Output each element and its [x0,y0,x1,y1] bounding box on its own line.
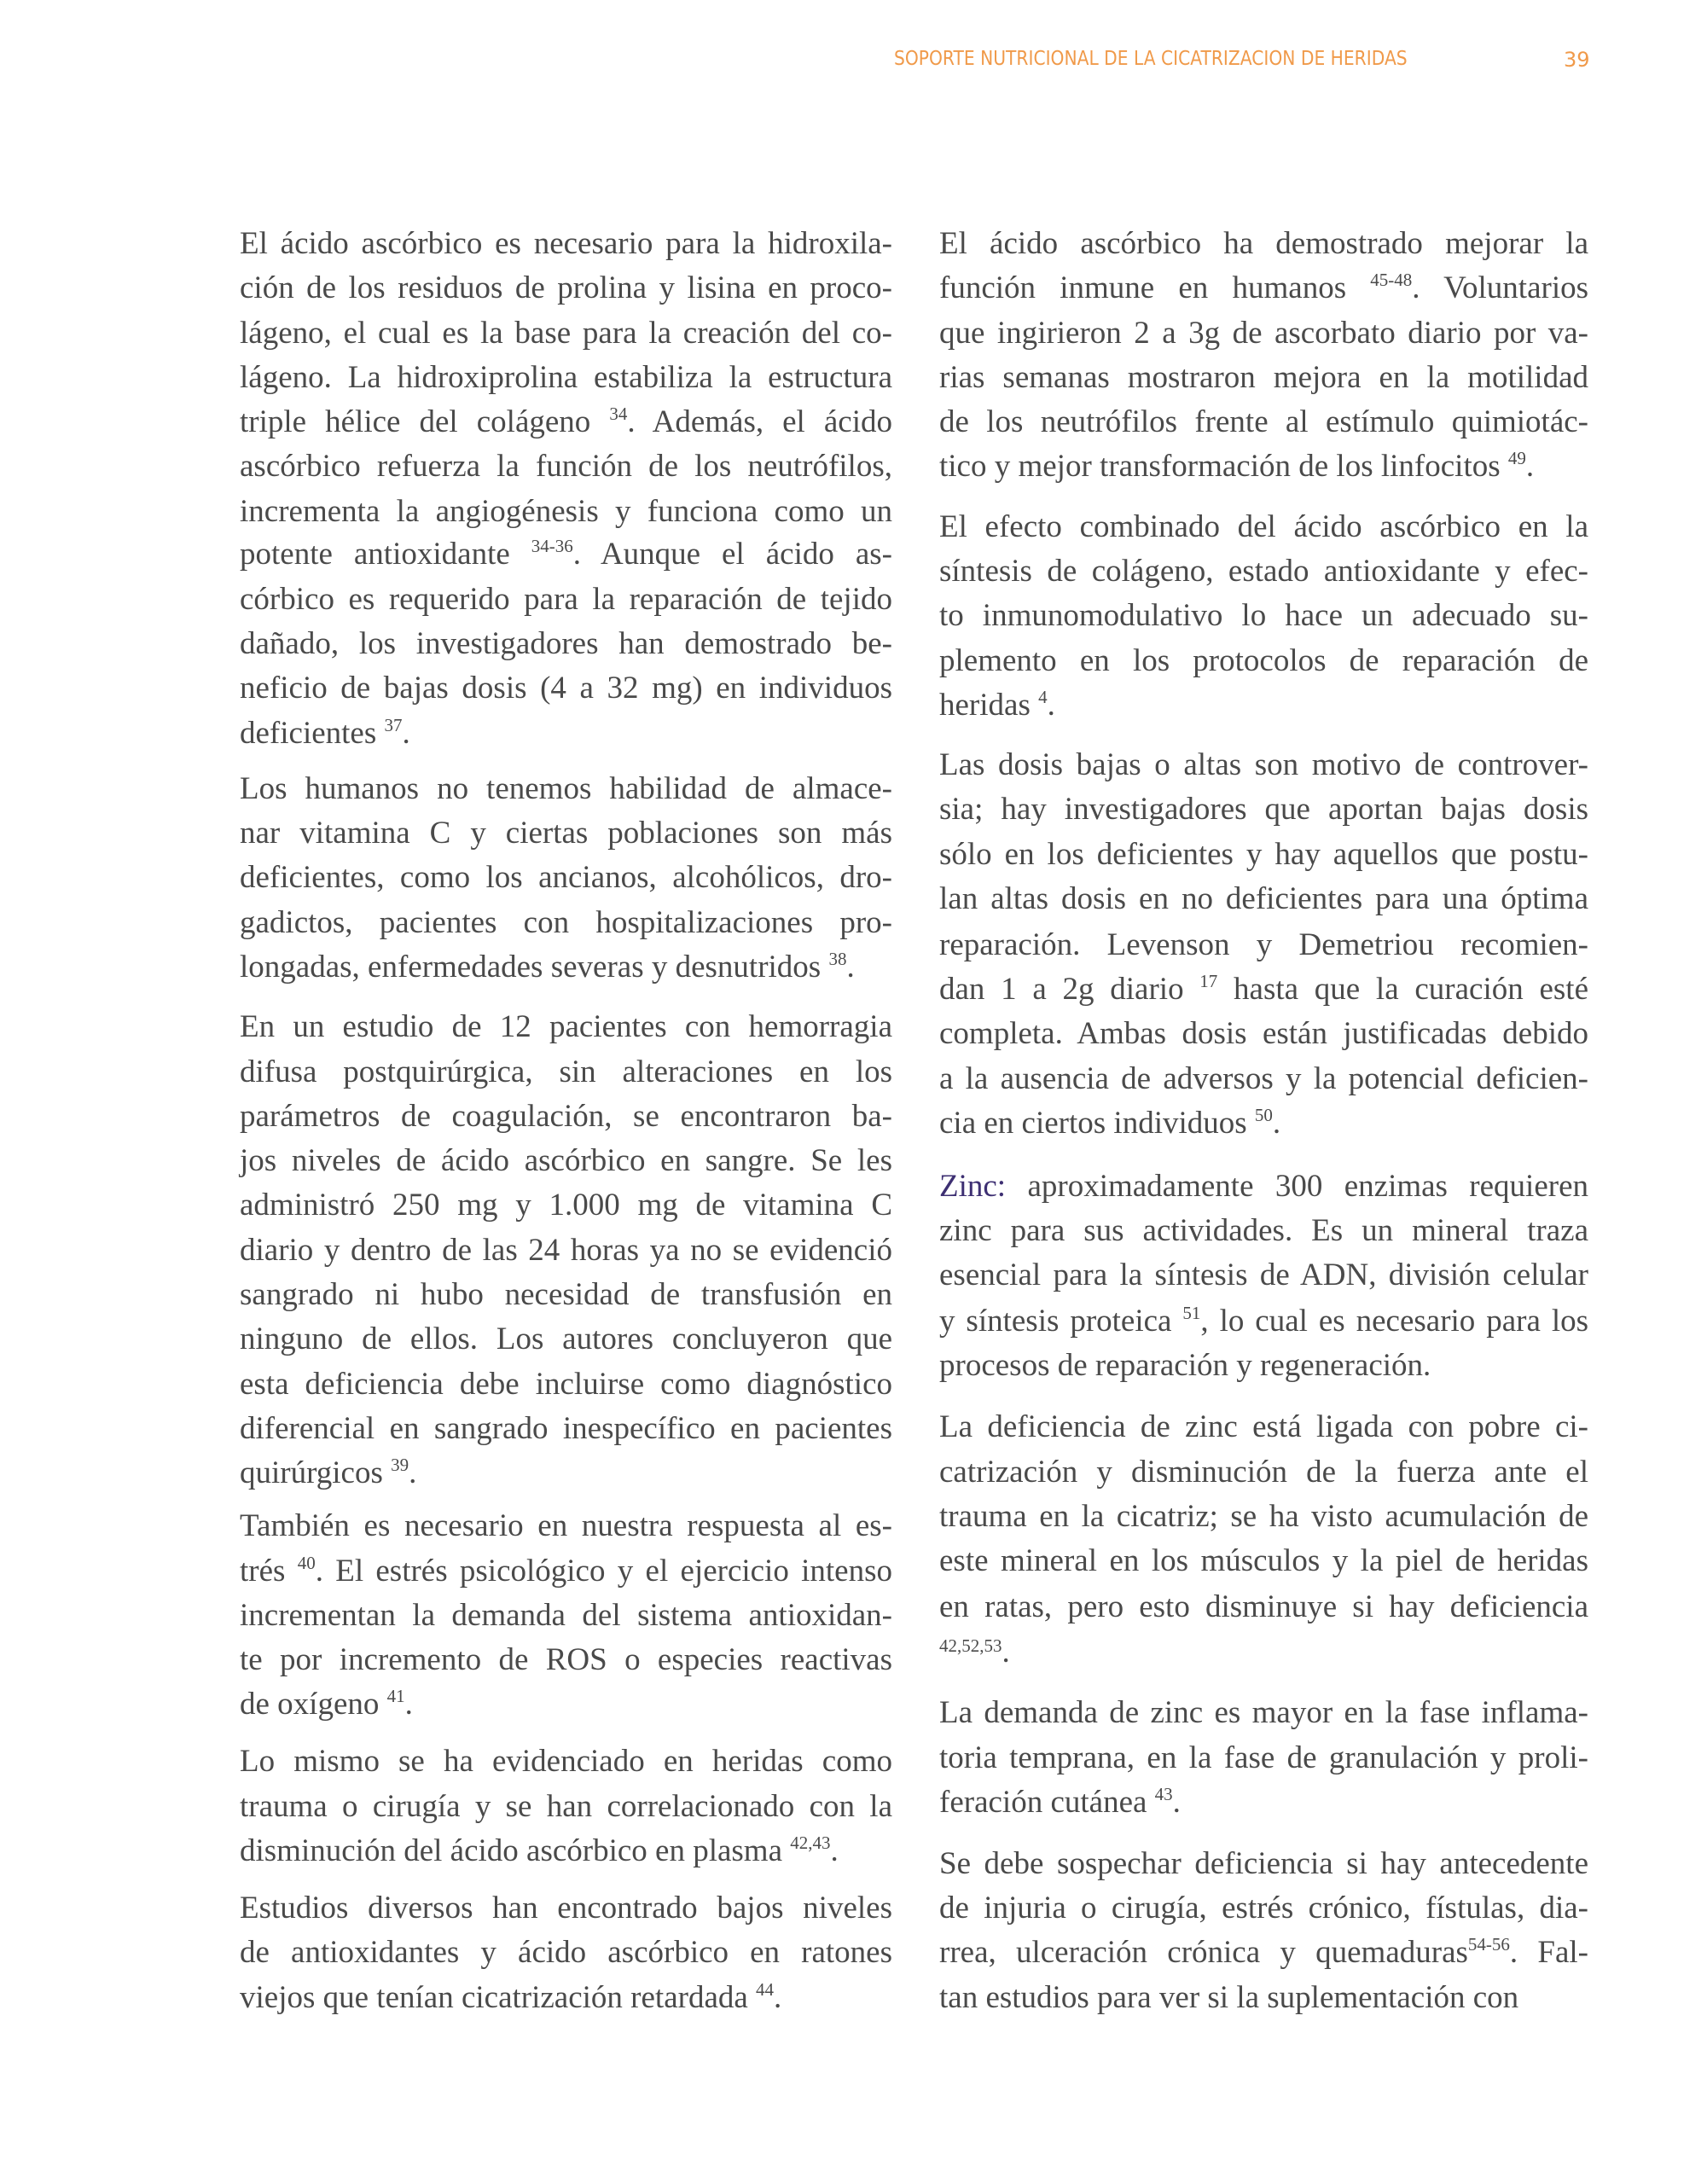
line-text: trés [240,1553,298,1589]
text-line [939,506,1588,549]
line-text: El efecto combinado del ácido ascórbico en la [939,508,1588,544]
text-line [240,667,892,710]
text-line [240,902,892,944]
text-line [939,1254,1588,1297]
text-line [939,1496,1588,1538]
citation-superscript: 4 [1038,686,1048,707]
line-text-after: . [1525,449,1535,485]
text-line [240,1931,892,1974]
line-text-after: . [846,950,855,985]
text-line [939,968,1588,1011]
text-line [240,946,892,989]
line-text-after: . El estrés psicológico y el ejercicio intenso [315,1553,892,1589]
text-line [939,1931,1588,1974]
text-line [240,1408,892,1450]
line-text: lan altas dosis en no deficientes para una óptima [939,880,1588,916]
citation-superscript: 41 [386,1686,405,1707]
text-line [939,267,1588,310]
line-text: de los neutrófilos frente al estímulo quimiotác- [939,404,1588,440]
line-text: de oxígeno [240,1687,387,1722]
text-line [939,1540,1588,1583]
citation-superscript: 42,52,53 [939,1635,1002,1657]
text-line [939,1300,1588,1343]
line-text: reparación. Levenson y Demetriou recomien- [939,926,1588,962]
text-line [939,1013,1588,1055]
text-line [240,491,892,533]
citation-superscript: 51 [1182,1303,1201,1324]
line-text-after: . [409,1455,417,1491]
line-text: sia; hay investigadores que aportan bajas dosis [939,792,1588,828]
line-text-after: . Además, el ácido [627,404,892,440]
line-text-after: . Fal- [1509,1935,1588,1971]
line-text-after: . [1002,1635,1010,1670]
line-text: esencial para la síntesis de ADN, división celular [939,1258,1588,1293]
line-text: jos niveles de ácido ascórbico en sangre. Se les [240,1143,892,1179]
text-line [939,640,1588,682]
text-line [240,445,892,488]
text-line [240,1051,892,1094]
line-text: catrización y disminución de la fuerza ante el [939,1454,1588,1490]
line-text-after: . [1272,1106,1281,1141]
text-line [939,357,1588,399]
line-text: lágeno. La hidroxiprolina estabiliza la estructura [240,359,892,395]
text-line [240,1318,892,1361]
line-text: quirúrgicos [240,1455,392,1491]
line-text: toria temprana, en la fase de granulación y proli- [939,1740,1588,1775]
text-line [240,223,892,265]
line-text: gadictos, pacientes con hospitalizaciones pro- [240,904,892,940]
text-line [240,1550,892,1593]
line-text: diferencial en sangrado inespecífico en pacientes [240,1410,892,1446]
text-line [240,401,892,444]
text-line [939,788,1588,831]
line-text: ascórbico refuerza la función de los neutrófilos, [240,449,892,485]
line-text: dañado, los investigadores han demostrado be- [240,625,892,661]
citation-superscript: 50 [1254,1105,1273,1126]
text-line [240,1786,892,1828]
text-line [939,924,1588,967]
line-text: heridas [939,687,1039,723]
text-line [939,1058,1588,1101]
line-text-after: . [1047,687,1055,723]
text-line [939,1692,1588,1734]
text-line [240,1639,892,1682]
line-text: El ácido ascórbico ha demostrado mejorar la [939,226,1588,262]
line-text: to inmunomodulativo lo hace un adecuado su- [939,598,1588,634]
line-text: a la ausencia de adversos y la potencial deficien- [939,1060,1588,1096]
citation-superscript: 34-36 [531,536,573,557]
line-text: La demanda de zinc es mayor en la fase inflama- [939,1695,1588,1731]
line-text: ninguno de ellos. Los autores concluyeron que [240,1321,892,1357]
line-text: También es necesario en nuestra respuesta al es- [240,1508,892,1544]
line-text: y síntesis proteica [939,1304,1183,1339]
line-text: córbico es requerido para la reparación de tejido [240,581,892,617]
line-text: triple hélice del colágeno [240,404,610,440]
line-text-after: . [830,1833,839,1868]
line-text: sólo en los deficientes y hay aquellos que postu- [939,836,1588,872]
citation-superscript: 45-48 [1370,270,1413,291]
text-line [939,744,1588,787]
line-text: cia en ciertos individuos [939,1106,1255,1141]
line-text: potente antioxidante [240,537,531,572]
line-text: aproximadamente 300 enzimas requieren [1006,1168,1588,1204]
text-line [240,533,892,576]
line-text: deficientes, como los ancianos, alcohólicos, dro- [240,860,892,896]
line-text: función inmune en humanos [939,270,1371,306]
line-text: nar vitamina C y ciertas poblaciones son más [240,816,892,851]
text-line [240,1363,892,1406]
text-line [939,684,1588,727]
text-line [240,1977,892,2019]
line-text-after: . Voluntarios [1412,270,1589,306]
line-text-after: . [402,715,410,751]
line-text: síntesis de colágeno, estado antioxidante y efec- [939,554,1588,589]
text-line [939,1210,1588,1252]
line-text: incrementan la demanda del sistema antioxidan- [240,1597,892,1633]
line-text: trauma o cirugía y se han correlacionado con la [240,1788,892,1824]
text-line [240,1683,892,1726]
line-text: esta deficiencia debe incluirse como diagnóstico [240,1366,892,1402]
text-line [240,1887,892,1930]
line-text: El ácido ascórbico es necesario para la hidroxila- [240,226,892,262]
text-line [240,1740,892,1783]
line-text: en ratas, pero esto disminuye si hay deficiencia [939,1589,1588,1625]
text-line [939,834,1588,876]
line-text: parámetros de coagulación, se encontraron ba- [240,1098,892,1134]
citation-superscript: 44 [756,1978,775,2000]
text-line [240,812,892,855]
line-text: Los humanos no tenemos habilidad de almace- [240,770,892,806]
text-line [240,578,892,621]
line-text: administró 250 mg y 1.000 mg de vitamina C [240,1188,892,1223]
line-text-after: hasta que la curación esté [1217,972,1588,1008]
text-line [240,712,892,755]
text-line [240,1184,892,1227]
line-text: lágeno, el cual es la base para la creación del co- [240,315,892,351]
text-line [939,1977,1588,2019]
text-line [240,1006,892,1048]
line-text-after: . Aunque el ácido as- [572,537,892,572]
line-text: de injuria o cirugía, estrés crónico, fístulas, dia- [939,1891,1588,1926]
text-line [240,1229,892,1272]
line-text: completa. Ambas dosis están justificadas debido [939,1016,1588,1052]
citation-superscript: 38 [828,949,847,970]
citation-superscript: 49 [1507,448,1526,469]
citation-superscript: 43 [1154,1783,1173,1804]
line-text: incrementa la angiogénesis y funciona como un [240,493,892,529]
citation-superscript: 40 [297,1552,316,1573]
text-line [240,1594,892,1637]
line-text: trauma en la cicatriz; se ha visto acumulación de [939,1498,1588,1534]
text-line [939,1781,1588,1824]
text-line [939,1102,1588,1145]
line-text: Se debe sospechar deficiencia si hay antecedente [939,1845,1588,1881]
text-line [939,1406,1588,1449]
text-line [939,550,1588,593]
text-line [939,445,1588,488]
line-text: zinc para sus actividades. Es un mineral traza [939,1212,1588,1248]
text-line [939,1165,1588,1208]
line-text: feración cutánea [939,1784,1155,1820]
text-line [240,1095,892,1138]
citation-superscript: 34 [609,404,628,425]
citation-superscript: 37 [384,714,403,735]
text-line [939,1621,1588,1670]
text-line [939,312,1588,355]
running-title: SOPORTE NUTRICIONAL DE LA CICATRIZACION DE HERIDAS [894,48,1408,70]
text-line [240,768,892,810]
text-line [939,1451,1588,1494]
line-text: rrea, ulceración crónica y quemaduras [939,1935,1468,1971]
text-line [240,1274,892,1316]
line-text: que ingirieron 2 a 3g de ascorbato diario por va- [939,315,1588,351]
text-line [939,1737,1588,1780]
line-text: rias semanas mostraron mejora en la motilidad [939,359,1588,395]
text-line [240,857,892,899]
line-text: sangrado ni hubo necesidad de transfusión en [240,1277,892,1313]
text-line [939,1345,1588,1387]
text-line [240,267,892,310]
line-text: Las dosis bajas o altas son motivo de controver- [939,747,1588,783]
keyword-heading: Zinc: [939,1168,1007,1204]
line-text: tan estudios para ver si la suplementación con [939,1979,1519,2015]
text-line [939,595,1588,637]
text-line [240,357,892,399]
text-line [240,1452,892,1495]
line-text: tico y mejor transformación de los linfocitos [939,449,1508,485]
line-text: dan 1 a 2g diario [939,972,1200,1008]
line-text: longadas, enfermedades severas y desnutridos [240,950,829,985]
text-line [240,623,892,665]
line-text: disminución del ácido ascórbico en plasma [240,1833,791,1868]
line-text: En un estudio de 12 pacientes con hemorragia [240,1009,892,1045]
text-line [939,1887,1588,1930]
line-text: deficientes [240,715,385,751]
line-text: diario y dentro de las 24 horas ya no se evidenció [240,1232,892,1268]
text-line [240,1830,892,1873]
citation-superscript: 17 [1199,971,1218,992]
text-line [939,1843,1588,1885]
text-line [939,878,1588,921]
line-text: este mineral en los músculos y la piel de heridas [939,1543,1588,1579]
line-text-after: . [1172,1784,1181,1820]
line-text: procesos de reparación y regeneración. [939,1348,1431,1384]
page-number: 39 [1564,48,1590,72]
line-text: difusa postquirúrgica, sin alteraciones en los [240,1054,892,1089]
text-line [939,401,1588,444]
citation-superscript: 54-56 [1467,1934,1510,1955]
line-text: te por incremento de ROS o especies reactivas [240,1642,892,1678]
line-text: Estudios diversos han encontrado bajos niveles [240,1891,892,1926]
line-text: viejos que tenían cicatrización retardada [240,1979,757,2015]
text-line [240,312,892,355]
line-text: neficio de bajas dosis (4 a 32 mg) en individuos [240,671,892,706]
line-text-after: . [774,1979,782,2015]
line-text: La deficiencia de zinc está ligada con pobre ci- [939,1409,1588,1445]
line-text-after: , lo cual es necesario para los [1200,1304,1588,1339]
line-text: plemento en los protocolos de reparación de [939,642,1588,678]
citation-superscript: 42,43 [790,1833,831,1853]
line-text-after: . [404,1687,413,1722]
line-text: ción de los residuos de prolina y lisina en proco- [240,270,892,306]
text-line [939,223,1588,265]
line-text: Lo mismo se ha evidenciado en heridas como [240,1744,892,1780]
text-line [240,1505,892,1548]
line-text: de antioxidantes y ácido ascórbico en ratones [240,1935,892,1971]
citation-superscript: 39 [391,1455,409,1476]
text-line [240,1140,892,1182]
